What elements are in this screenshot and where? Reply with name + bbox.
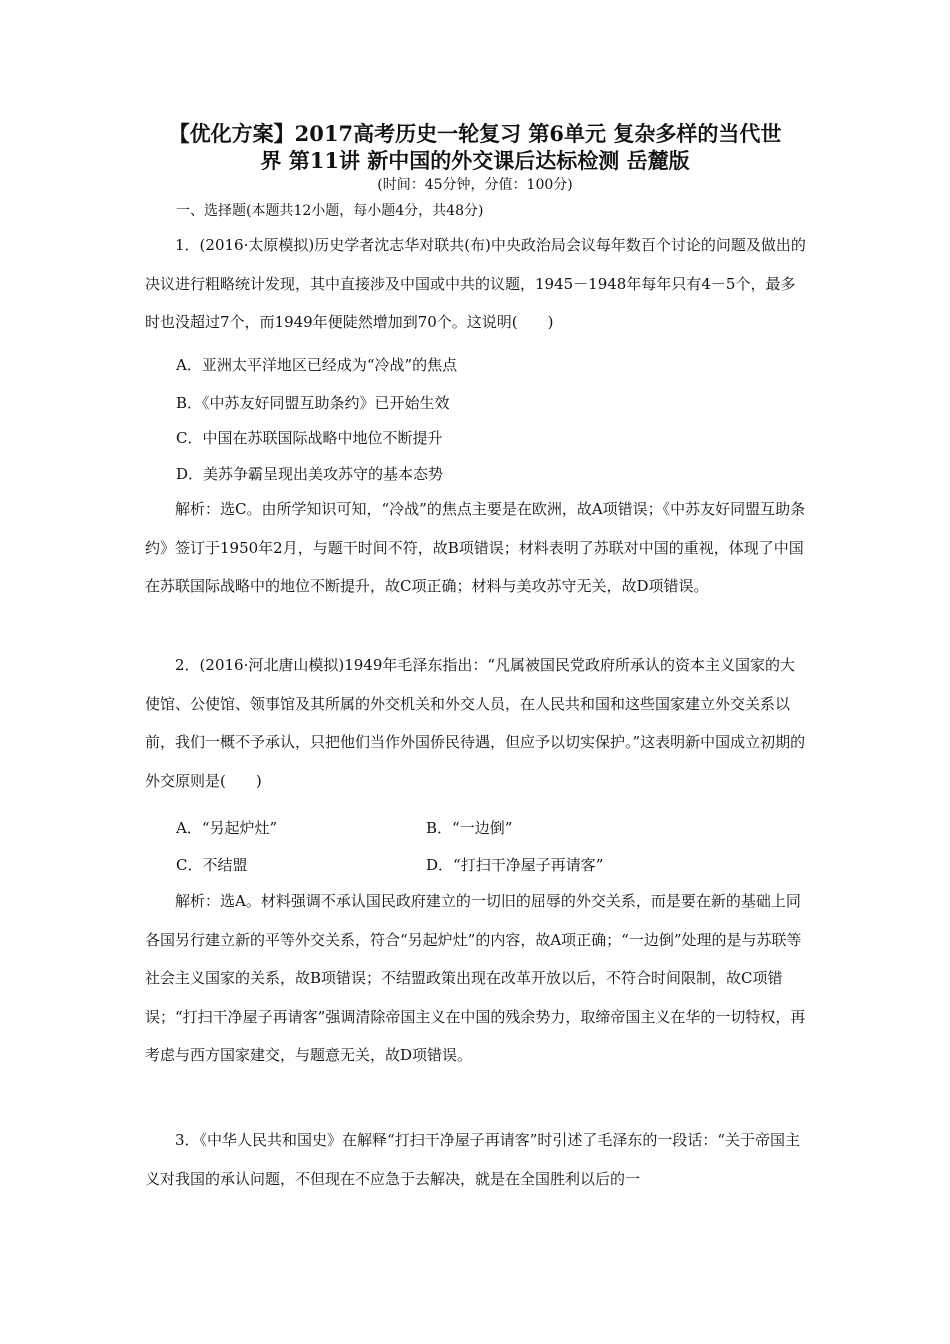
question-2-option-b: B．“一边倒”	[426, 819, 513, 837]
document-title	[130, 120, 820, 174]
question-2-option-a: A．“另起炉灶”	[176, 819, 278, 837]
section-heading-choice: 一、选择题(本题共12小题，每小题4分，共48分)	[176, 203, 484, 219]
question-1-option-c: C．中国在苏联国际战略中地位不断提升	[176, 429, 443, 447]
question-2-analysis: 解析：选A。材料强调不承认国民政府建立的一切旧的屈辱的外交关系，而是要在新的基础上同各国另行建立新的平等外交关系，符合“另起炉灶”的内容，故A项正确；“一边倒”处理的是与苏联等社会主义国家的关系，故B项错误；不结盟政策出现在改革开放以后，不符合时间限制，故C项错误；“打扫干净屋子再请客”强调清除帝国主义在中国的残余势力，取缔帝国主义在华的一切特权，再考虑与西方国家建交，与题意无关，故D项错误。	[145, 892, 806, 1064]
question-2-option-c: C．不结盟	[176, 856, 248, 874]
question-3-stem: 3．《中华人民共和国史》在解释“打扫干净屋子再请客”时引述了毛泽东的一段话：“关于帝国主义对我国的承认问题，不但现在不应急于去解决，就是在全国胜利以后的一	[145, 1131, 801, 1188]
question-1-stem: 1．(2016·太原模拟)历史学者沈志华对联共(布)中央政治局会议每年数百个讨论的问题及做出的决议进行粗略统计发现，其中直接涉及中国或中共的议题，1945－1948年每年只有4－5个，最多时也没超过7个，而1949年便陡然增加到70个。这说明( )	[145, 236, 806, 331]
question-1-option-d: D．美苏争霸呈现出美攻苏守的基本态势	[176, 465, 444, 483]
question-2-stem: 2．(2016·河北唐山模拟)1949年毛泽东指出：“凡属被国民党政府所承认的资本主义国家的大使馆、公使馆、领事馆及其所属的外交机关和外交人员，在人民共和国和这些国家建立外交关系以前，我们一概不予承认，只把他们当作外国侨民待遇，但应予以切实保护。”这表明新中国成立初期的外交原则是( )	[145, 656, 806, 790]
document-title-line1: 【优化方案】2017高考历史一轮复习 第6单元 复杂多样的当代世	[168, 121, 782, 146]
question-1-option-b: B．《中苏友好同盟互助条约》已开始生效	[176, 394, 450, 412]
question-2-option-d: D．“打扫干净屋子再请客”	[426, 856, 604, 874]
document-title-line2: 界 第11讲 新中国的外交课后达标检测 岳麓版	[260, 148, 690, 173]
question-1-option-a: A．亚洲太平洋地区已经成为“冷战”的焦点	[176, 356, 458, 374]
question-1-analysis: 解析：选C。由所学知识可知，“冷战”的焦点主要是在欧洲，故A项错误；《中苏友好同盟互助条约》签订于1950年2月，与题干时间不符，故B项错误；材料表明了苏联对中国的重视，体现了中国在苏联国际战略中的地位不断提升，故C项正确；材料与美攻苏守无关，故D项错误。	[145, 500, 806, 595]
time-score-note: (时间：45分钟，分值：100分)	[377, 177, 573, 193]
